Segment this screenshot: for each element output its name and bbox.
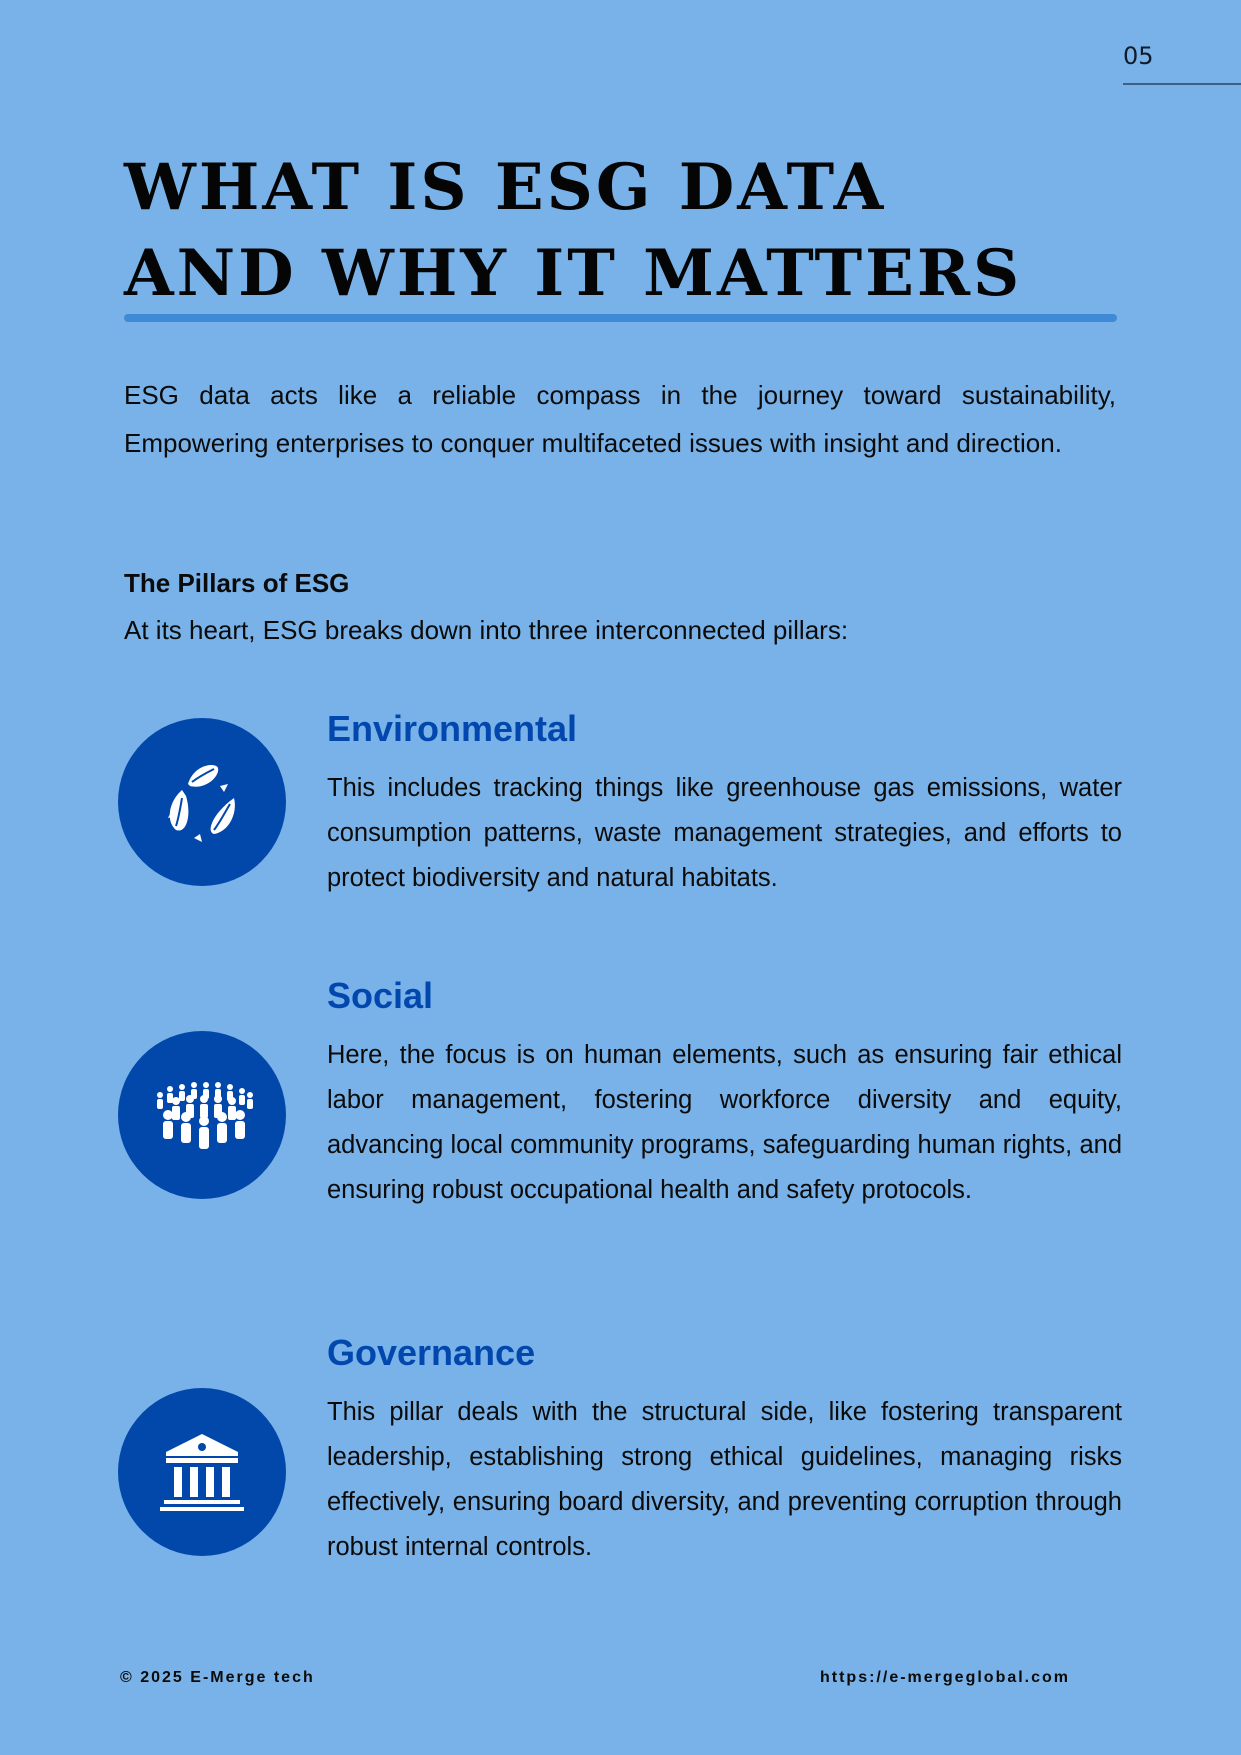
pillar-text-environmental: This includes tracking things like greenhouse gas emissions, water consumption patterns, waste management strategies, and efforts to protect biodiversity and natural habitats. xyxy=(327,774,1122,892)
page-number: 05 xyxy=(1123,42,1154,70)
pillar-title-governance: Governance xyxy=(327,1332,536,1373)
intro-paragraph: ESG data acts like a reliable compass in the journey toward sustainability, Empowering enterprises to conquer multifaceted issues with insight and direction. xyxy=(124,380,1116,458)
pillar-title-environmental: Environmental xyxy=(327,708,578,749)
footer-copyright: © 2025 E-Merge tech xyxy=(120,1669,315,1686)
people-crowd-icon xyxy=(118,1031,286,1199)
recycle-leaves-icon xyxy=(118,718,286,886)
page-title-line-2: AND WHY IT MATTERS xyxy=(124,236,1023,311)
page-number-rule xyxy=(1123,83,1241,85)
title-underline xyxy=(124,314,1117,322)
pillar-title-social: Social xyxy=(327,975,434,1016)
pillars-heading: The Pillars of ESG xyxy=(124,568,350,598)
page-title-line-1: WHAT IS ESG DATA xyxy=(124,150,887,225)
pillar-text-social: Here, the focus is on human elements, such as ensuring fair ethical labor management, fostering workforce diversity and equity, advancing local community programs, safeguarding human rights, and ensuring robust occupational health and safety protocols. xyxy=(327,1041,1122,1204)
pillars-subheading: At its heart, ESG breaks down into three interconnected pillars: xyxy=(124,615,849,645)
pillar-text-governance: This pillar deals with the structural side, like fostering transparent leadership, establishing strong ethical guidelines, managing risks effectively, ensuring board diversity, and preventing corruption through robust internal controls. xyxy=(327,1398,1122,1561)
institution-building-icon xyxy=(118,1388,286,1556)
page-title xyxy=(124,145,1124,317)
footer-url-link[interactable]: https://e-mergeglobal.com xyxy=(820,1669,1071,1686)
